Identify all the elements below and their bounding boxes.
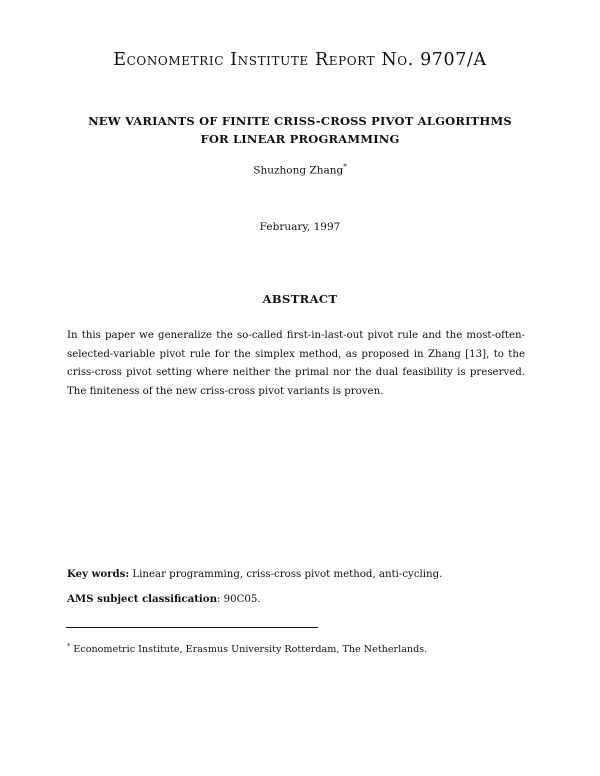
keywords-value: Linear programming, criss-cross pivot method, anti-cycling. — [132, 569, 443, 580]
footnote-text: Econometric Institute, Erasmus University Rotterdam, The Netherlands. — [73, 644, 428, 656]
footnote — [67, 642, 537, 655]
paper-title-line-2: FOR LINEAR PROGRAMMING — [200, 132, 400, 146]
keywords — [67, 568, 537, 580]
abstract-heading: ABSTRACT — [262, 292, 338, 306]
author — [0, 163, 600, 177]
footnote-mark: * — [67, 642, 71, 650]
ams-classification — [67, 593, 537, 605]
report-header: Econometric Institute Report No. 9707/A — [113, 50, 487, 70]
abstract-text: In this paper we generalize the so-called first-in-last-out pivot rule and the most-often-selected-variable pivot rule for the simplex method, as proposed in Zhang [13], to the criss-cross pivot setting where neither the primal nor the dual feasibility is preserved. The finiteness of the new criss-cross pivot variants is proven. — [67, 330, 525, 397]
ams-value: : 90C05. — [216, 594, 261, 605]
keywords-label: Key words: — [67, 568, 130, 580]
footnote-rule — [66, 627, 318, 628]
date: February, 1997 — [259, 221, 341, 233]
ams-label: AMS subject classification — [67, 593, 217, 605]
author-footnote-mark: * — [343, 163, 347, 171]
paper-title-line-1: NEW VARIANTS OF FINITE CRISS-CROSS PIVOT ALGORITHMS — [88, 114, 512, 128]
author-name: Shuzhong Zhang — [253, 164, 344, 177]
